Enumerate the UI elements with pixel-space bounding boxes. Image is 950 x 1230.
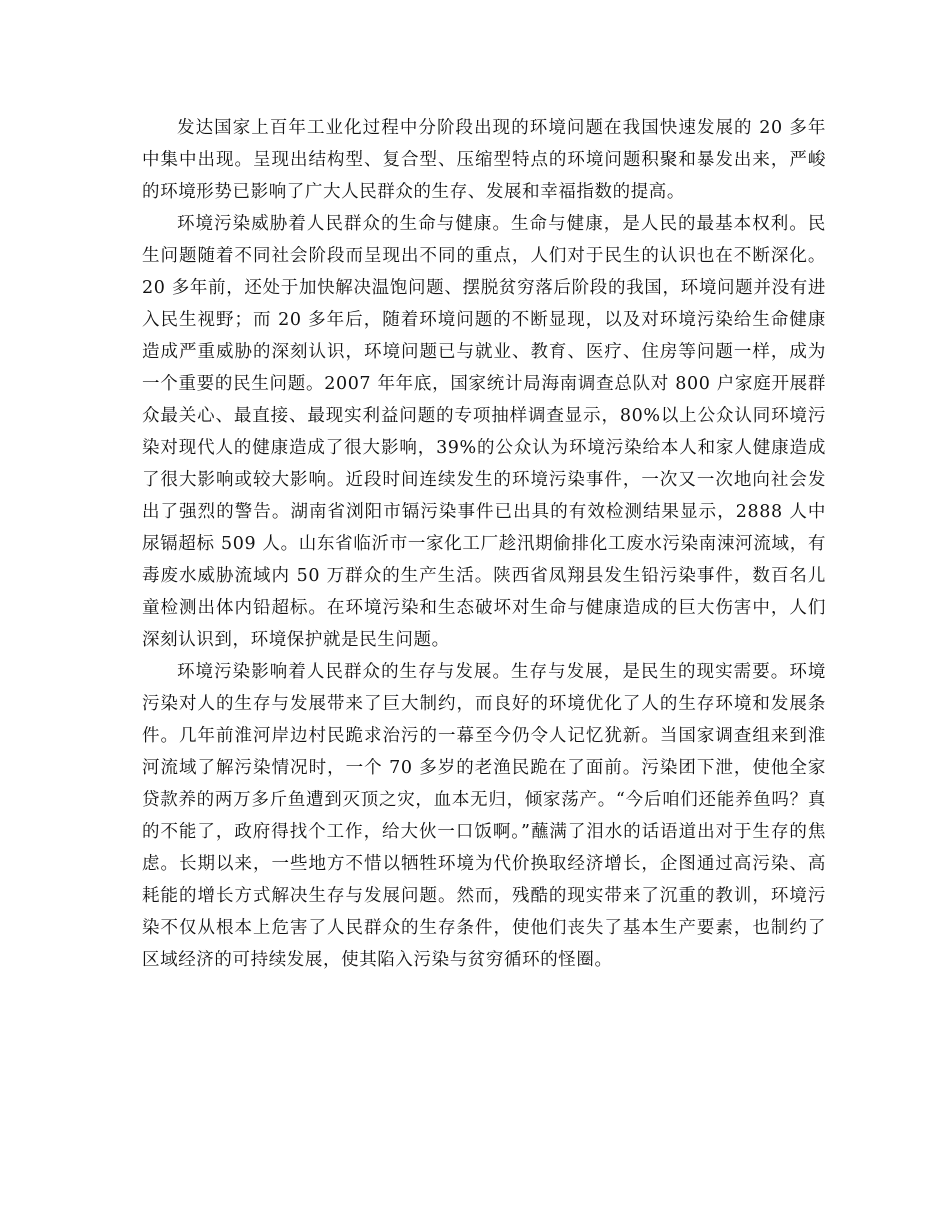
document-body (142, 112, 826, 976)
paragraph-survival: 环境污染影响着人民群众的生存与发展。生存与发展，是民生的现实需要。环境污染对人的生存与发展带来了巨大制约，而良好的环境优化了人的生存环境和发展条件。几年前淮河岸边村民跪求治污的一幕至今仍令人记忆犹新。当国家调查组来到淮河流域了解污染情况时，一个 70 多岁的老渔民跪在了面前。污染团下泄，使他全家贷款养的两万多斤鱼遭到灭顶之灾，血本无归，倾家荡产。“今后咱们还能养鱼吗？真的不能了，政府得找个工作，给大伙一口饭啊。”蘸满了泪水的话语道出对于生存的焦虑。长期以来，一些地方不惜以牺牲环境为代价换取经济增长，企图通过高污染、高耗能的增长方式解决生存与发展问题。然而，残酷的现实带来了沉重的教训，环境污染不仅从根本上危害了人民群众的生存条件，使他们丧失了基本生产要素，也制约了区域经济的可持续发展，使其陷入污染与贫穷循环的怪圈。 (142, 662, 826, 970)
paragraph-health: 环境污染威胁着人民群众的生命与健康。生命与健康，是人民的最基本权利。民生问题随着不同社会阶段而呈现出不同的重点，人们对于民生的认识也在不断深化。20 多年前，还处于加快解决温饱问题、摆脱贫穷落后阶段的我国，环境问题并没有进入民生视野；而 20 多年后，随着环境问题的不断显现，以及对环境污染给生命健康造成严重威胁的深刻认识，环境问题已与就业、教育、医疗、住房等问题一样，成为一个重要的民生问题。2007 年年底，国家统计局海南调查总队对 800 户家庭开展群众最关心、最直接、最现实利益问题的专项抽样调查显示，80%以上公众认同环境污染对现代人的健康造成了很大影响，39%的公众认为环境污染给本人和家人健康造成了很大影响或较大影响。近段时间连续发生的环境污染事件，一次又一次地向社会发出了强烈的警告。湖南省浏阳市镉污染事件已出具的有效检测结果显示，2888 人中尿镉超标 509 人。山东省临沂市一家化工厂趁汛期偷排化工废水污染南涑河流域，有毒废水威胁流域内 50 万群众的生产生活。陕西省凤翔县发生铅污染事件，数百名儿童检测出体内铅超标。在环境污染和生态破坏对生命与健康造成的巨大伤害中，人们深刻认识到，环境保护就是民生问题。 (142, 214, 826, 650)
paragraph-intro: 发达国家上百年工业化过程中分阶段出现的环境问题在我国快速发展的 20 多年中集中出现。呈现出结构型、复合型、压缩型特点的环境问题积聚和暴发出来，严峻的环境形势已影响了广大人民群众的生存、发展和幸福指数的提高。 (142, 118, 826, 202)
